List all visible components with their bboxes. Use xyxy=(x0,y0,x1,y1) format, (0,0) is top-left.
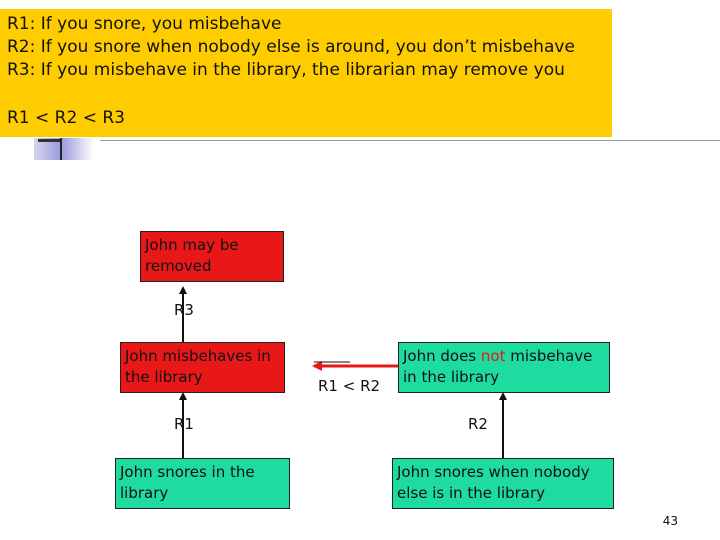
node-john-snores-alone-text: John snores when nobody else is in the library xyxy=(397,463,590,502)
edge-label-r3: R3 xyxy=(174,301,194,319)
title-divider-line xyxy=(100,140,720,141)
node-john-snores-text: John snores in the library xyxy=(120,463,255,502)
rule-r2: R2: If you snore when nobody else is around, you don’t misbehave xyxy=(7,37,575,57)
node-john-may-be-removed-text: John may be removed xyxy=(145,236,239,275)
node-john-may-be-removed xyxy=(140,231,284,282)
node-does-not-prefix: John does xyxy=(403,347,481,365)
rule-r1: R1: If you snore, you misbehave xyxy=(7,14,282,34)
edge-label-conflict: R1 < R2 xyxy=(318,377,381,395)
page-number: 43 xyxy=(662,514,678,528)
node-does-not-not: not xyxy=(480,347,506,365)
node-john-misbehaves xyxy=(120,342,285,393)
node-john-snores xyxy=(115,458,290,509)
rule-priority: R1 < R2 < R3 xyxy=(7,108,125,128)
edge-label-r2: R2 xyxy=(468,415,488,433)
title-accent-underline xyxy=(38,139,60,142)
node-does-not-suffix: misbehave in the library xyxy=(403,347,593,386)
edge-label-r1: R1 xyxy=(174,415,194,433)
node-john-snores-alone xyxy=(392,458,614,509)
rule-r3: R3: If you misbehave in the library, the librarian may remove you xyxy=(7,60,565,80)
title-accent-tick xyxy=(60,138,62,160)
node-john-misbehaves-text: John misbehaves in the library xyxy=(125,347,271,386)
node-john-does-not-misbehave xyxy=(398,342,610,393)
rules-box xyxy=(0,9,612,137)
